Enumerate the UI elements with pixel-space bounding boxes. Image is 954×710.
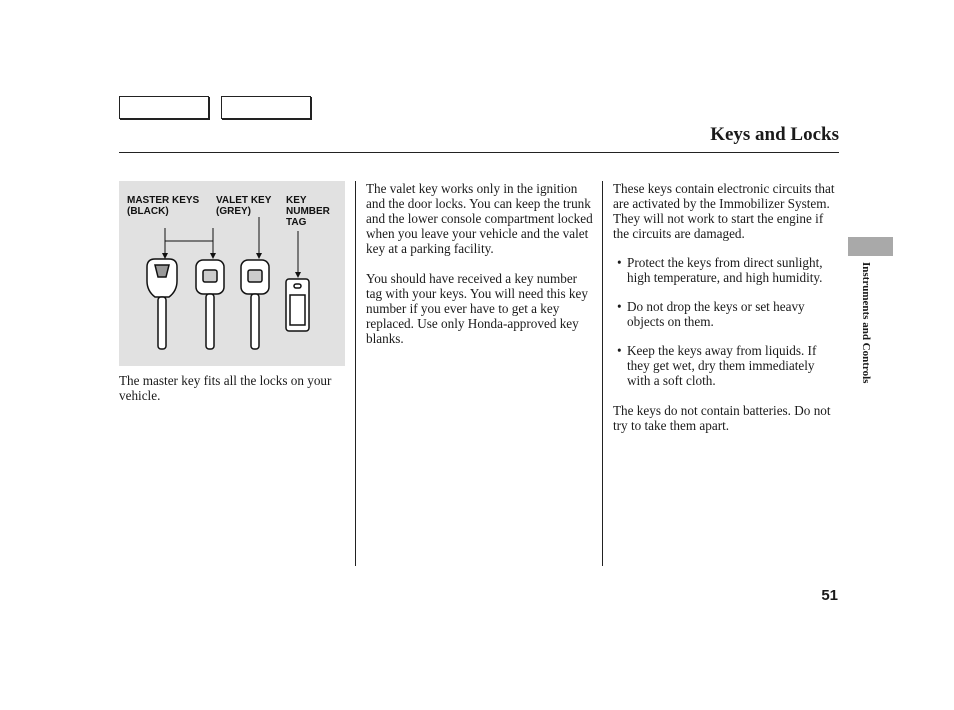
master-key-caption [119,373,345,403]
nav-button-main-menu[interactable] [119,96,209,119]
keys-drawing [119,181,345,366]
bullet-item: • Keep the keys away from liquids. If they get wet, dry them immediately with a soft cloth. [613,343,837,388]
label-valet-key: VALET KEY (GREY) [216,195,272,217]
header-rule [119,152,839,153]
label-key-number-tag: KEY NUMBER TAG [286,195,330,228]
bullet-item: • Protect the keys from direct sunlight, high temperature, and high humidity. [613,255,837,285]
page-number: 51 [821,587,838,604]
master-key-icon [196,260,224,349]
bullet-item: • Do not drop the keys or set heavy objects on them. [613,299,837,329]
paragraph: The keys do not contain batteries. Do not try to take them apart. [613,403,831,433]
keys-illustration [119,181,345,366]
paragraph: The valet key works only in the ignition and the door locks. You can keep the trunk and the lower console compartment locked when you leave your vehicle and the valet key at a parking facility. [366,181,593,256]
master-key-icon [147,259,177,349]
column-divider-1 [355,181,356,566]
valet-key-icon [241,260,269,349]
section-tab [848,237,893,256]
paragraph: The master key fits all the locks on your vehicle. [119,373,332,403]
paragraph: These keys contain electronic circuits that are activated by the Immobilizer System. They will not work to start the engine if the circuits are damaged. [613,181,835,241]
section-label: Instruments and Controls [860,262,872,384]
column-2 [366,181,595,346]
column-3 [613,181,837,433]
column-divider-2 [602,181,603,566]
label-master-keys: MASTER KEYS (BLACK) [127,195,200,217]
paragraph: You should have received a key number tag with your keys. You will need this key number if you ever have to get a key replaced. Use only Honda-approved key blanks. [366,271,588,346]
key-tag-icon [286,279,309,331]
nav-button-table-of-contents[interactable] [221,96,311,119]
page-title: Keys and Locks [710,124,839,145]
